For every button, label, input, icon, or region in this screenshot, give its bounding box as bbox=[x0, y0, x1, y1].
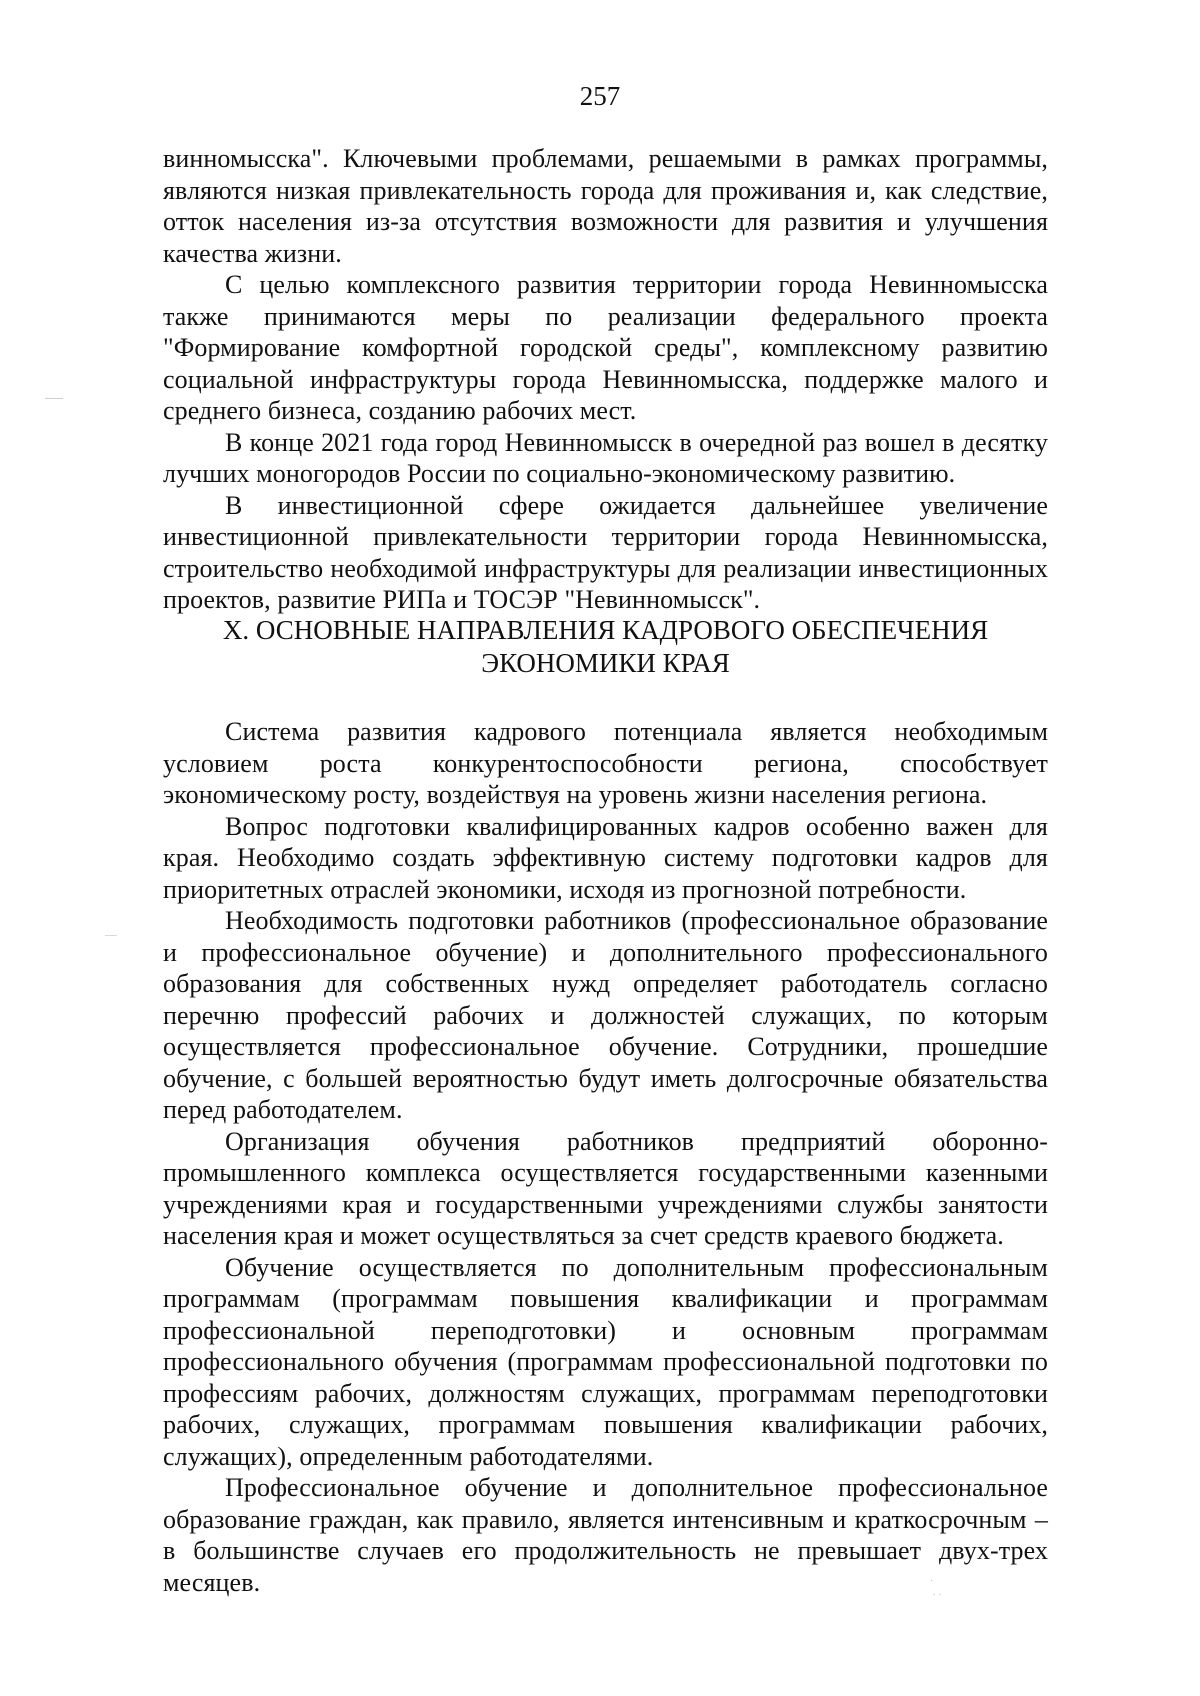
paragraph: винномысска". Ключевыми проблемами, решаемыми в рамках программы, являются низкая привлекательность города для проживания и, как следствие, отток населения из-за отсутствия возможности для развития и улучшения качества жизни. bbox=[163, 144, 1048, 268]
section-heading-line: X. ОСНОВНЫЕ НАПРАВЛЕНИЯ КАДРОВОГО ОБЕСПЕЧЕНИЯ bbox=[222, 615, 989, 645]
section-text-block bbox=[163, 716, 1048, 1598]
section-heading-line: ЭКОНОМИКИ КРАЯ bbox=[481, 648, 730, 678]
scan-mark bbox=[45, 398, 63, 399]
paragraph: Обучение осуществляется по дополнительным профессиональным программам (программам повышения квалификации и программам профессиональной переподготовки) и основным программам профессионального обучения (программам профессиональной подготовки по профессиям рабочих, должностям служащих, программам переподготовки рабочих, служащих, программам повышения квалификации рабочих, служащих), определенным работодателями. bbox=[163, 1252, 1048, 1471]
paragraph: Необходимость подготовки работников (профессиональное образование и профессиональное обучение) и дополнительного профессионального образования для собственных нужд определяет работодатель согласно перечню профессий рабочих и должностей служащих, по которым осуществляется профессиональное обучение. Сотрудники, прошедшие обучение, с большей вероятностью будут иметь долгосрочные обязательства перед работодателем. bbox=[163, 906, 1048, 1124]
intro-text-block bbox=[163, 143, 1048, 616]
page-number: 257 bbox=[579, 81, 621, 111]
scan-specks: · · · bbox=[930, 1576, 942, 1601]
section-heading bbox=[163, 614, 1048, 680]
paragraph: В конце 2021 года город Невинномысск в очередной раз вошел в десятку лучших моногородов России по социально-экономическому развитию. bbox=[163, 427, 1048, 488]
scan-mark bbox=[105, 935, 117, 936]
paragraph: Профессиональное обучение и дополнительное профессиональное образование граждан, как правило, является интенсивным и краткосрочным – в большинстве случаев его продолжительность не превышает двух-трех месяцев. bbox=[163, 1473, 1048, 1597]
paragraph: С целью комплексного развития территории города Невинномысска также принимаются меры по реализации федерального проекта "Формирование комфортной городской среды", комплексному развитию социальной инфраструктуры города Невинномысска, поддержке малого и среднего бизнеса, созданию рабочих мест. bbox=[163, 270, 1048, 425]
paragraph: Организация обучения работников предприятий оборонно-промышленного комплекса осуществляется государственными казенными учреждениями края и государственными учреждениями службы занятости населения края и может осуществляться за счет средств краевого бюджета. bbox=[163, 1126, 1048, 1250]
paragraph: Вопрос подготовки квалифицированных кадров особенно важен для края. Необходимо создать эффективную систему подготовки кадров для приоритетных отраслей экономики, исходя из прогнозной потребности. bbox=[163, 811, 1048, 904]
paragraph: В инвестиционной сфере ожидается дальнейшее увеличение инвестиционной привлекательности территории города Невинномысска, строительство необходимой инфраструктуры для реализации инвестиционных проектов, развитие РИПа и ТОСЭР "Невинномысск". bbox=[163, 490, 1048, 614]
paragraph: Система развития кадрового потенциала является необходимым условием роста конкурентоспособности региона, способствует экономическому росту, воздействуя на уровень жизни населения региона. bbox=[163, 717, 1048, 809]
